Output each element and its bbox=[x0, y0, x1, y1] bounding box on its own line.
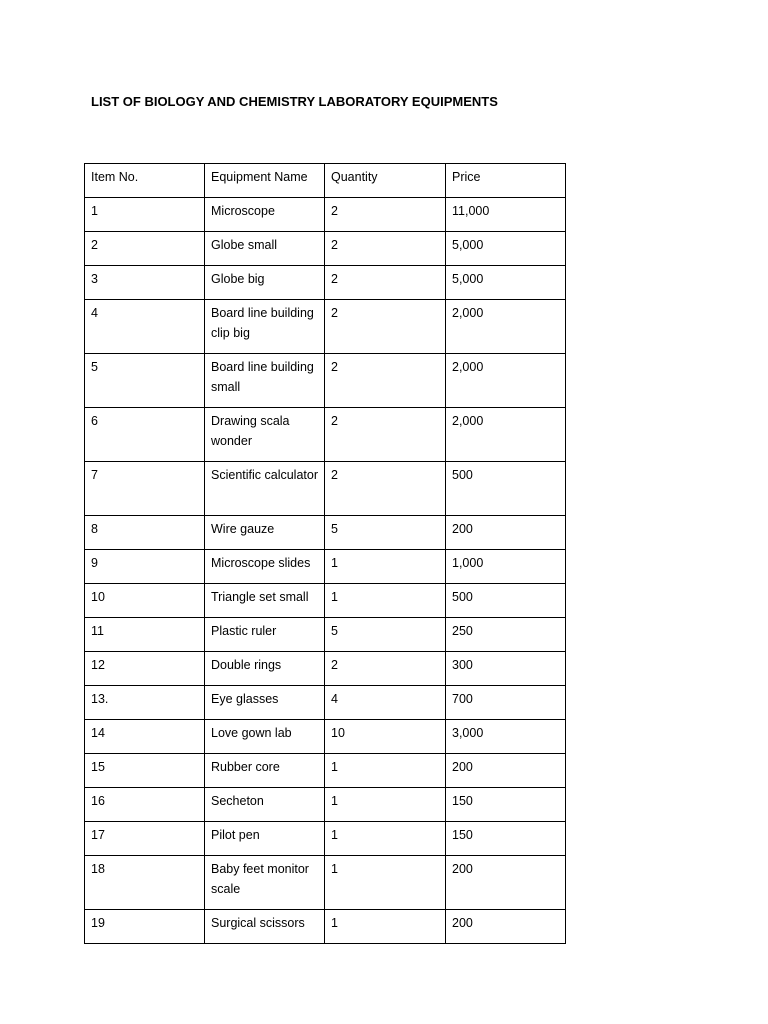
cell-price: 5,000 bbox=[446, 266, 566, 300]
table-row bbox=[85, 232, 566, 266]
table-row bbox=[85, 720, 566, 754]
cell-equipment-name: Microscope slides bbox=[205, 550, 325, 584]
cell-equipment-name: Globe big bbox=[205, 266, 325, 300]
cell-equipment-name: Eye glasses bbox=[205, 686, 325, 720]
cell-price: 150 bbox=[446, 822, 566, 856]
cell-price: 700 bbox=[446, 686, 566, 720]
cell-item-no: 2 bbox=[85, 232, 205, 266]
cell-equipment-name: Board line building small bbox=[205, 354, 325, 408]
table-row bbox=[85, 686, 566, 720]
cell-equipment-name: Drawing scala wonder bbox=[205, 408, 325, 462]
cell-item-no: 16 bbox=[85, 788, 205, 822]
cell-item-no: 10 bbox=[85, 584, 205, 618]
cell-price: 3,000 bbox=[446, 720, 566, 754]
table-row bbox=[85, 910, 566, 944]
table-row bbox=[85, 788, 566, 822]
cell-quantity: 1 bbox=[325, 822, 446, 856]
cell-quantity: 1 bbox=[325, 584, 446, 618]
cell-equipment-name: Secheton bbox=[205, 788, 325, 822]
cell-quantity: 2 bbox=[325, 300, 446, 354]
cell-quantity: 2 bbox=[325, 232, 446, 266]
header-price: Price bbox=[446, 164, 566, 198]
cell-quantity: 2 bbox=[325, 408, 446, 462]
cell-equipment-name: Surgical scissors bbox=[205, 910, 325, 944]
header-quantity: Quantity bbox=[325, 164, 446, 198]
table-row bbox=[85, 822, 566, 856]
cell-price: 5,000 bbox=[446, 232, 566, 266]
cell-price: 200 bbox=[446, 856, 566, 910]
cell-quantity: 1 bbox=[325, 788, 446, 822]
cell-price: 150 bbox=[446, 788, 566, 822]
cell-quantity: 1 bbox=[325, 754, 446, 788]
cell-item-no: 5 bbox=[85, 354, 205, 408]
cell-price: 1,000 bbox=[446, 550, 566, 584]
cell-equipment-name: Baby feet monitor scale bbox=[205, 856, 325, 910]
cell-equipment-name: Globe small bbox=[205, 232, 325, 266]
table-row bbox=[85, 462, 566, 516]
cell-quantity: 5 bbox=[325, 618, 446, 652]
table-row bbox=[85, 618, 566, 652]
cell-equipment-name: Double rings bbox=[205, 652, 325, 686]
cell-price: 300 bbox=[446, 652, 566, 686]
cell-quantity: 2 bbox=[325, 198, 446, 232]
cell-price: 2,000 bbox=[446, 408, 566, 462]
cell-item-no: 3 bbox=[85, 266, 205, 300]
cell-item-no: 6 bbox=[85, 408, 205, 462]
cell-price: 2,000 bbox=[446, 300, 566, 354]
cell-item-no: 14 bbox=[85, 720, 205, 754]
cell-quantity: 1 bbox=[325, 550, 446, 584]
cell-price: 500 bbox=[446, 584, 566, 618]
cell-quantity: 2 bbox=[325, 462, 446, 516]
cell-equipment-name: Wire gauze bbox=[205, 516, 325, 550]
table-row bbox=[85, 300, 566, 354]
table-row bbox=[85, 754, 566, 788]
cell-item-no: 9 bbox=[85, 550, 205, 584]
cell-quantity: 1 bbox=[325, 856, 446, 910]
cell-item-no: 11 bbox=[85, 618, 205, 652]
cell-quantity: 10 bbox=[325, 720, 446, 754]
cell-price: 200 bbox=[446, 516, 566, 550]
cell-item-no: 17 bbox=[85, 822, 205, 856]
cell-equipment-name: Microscope bbox=[205, 198, 325, 232]
cell-price: 500 bbox=[446, 462, 566, 516]
cell-quantity: 2 bbox=[325, 354, 446, 408]
cell-price: 250 bbox=[446, 618, 566, 652]
cell-equipment-name: Scientific calculator bbox=[205, 462, 325, 516]
cell-equipment-name: Triangle set small bbox=[205, 584, 325, 618]
header-equipment-name: Equipment Name bbox=[205, 164, 325, 198]
cell-price: 200 bbox=[446, 754, 566, 788]
table-row bbox=[85, 652, 566, 686]
table-row bbox=[85, 408, 566, 462]
cell-equipment-name: Rubber core bbox=[205, 754, 325, 788]
table-body bbox=[85, 198, 566, 944]
cell-item-no: 19 bbox=[85, 910, 205, 944]
cell-equipment-name: Board line building clip big bbox=[205, 300, 325, 354]
table-row bbox=[85, 198, 566, 232]
cell-price: 2,000 bbox=[446, 354, 566, 408]
cell-quantity: 1 bbox=[325, 910, 446, 944]
cell-item-no: 12 bbox=[85, 652, 205, 686]
cell-quantity: 5 bbox=[325, 516, 446, 550]
header-item-no: Item No. bbox=[85, 164, 205, 198]
cell-quantity: 2 bbox=[325, 652, 446, 686]
cell-quantity: 4 bbox=[325, 686, 446, 720]
table-row bbox=[85, 856, 566, 910]
cell-item-no: 7 bbox=[85, 462, 205, 516]
cell-item-no: 13. bbox=[85, 686, 205, 720]
cell-equipment-name: Love gown lab bbox=[205, 720, 325, 754]
cell-item-no: 1 bbox=[85, 198, 205, 232]
cell-item-no: 15 bbox=[85, 754, 205, 788]
cell-equipment-name: Plastic ruler bbox=[205, 618, 325, 652]
table-row bbox=[85, 516, 566, 550]
table-row bbox=[85, 266, 566, 300]
table-row bbox=[85, 550, 566, 584]
cell-item-no: 8 bbox=[85, 516, 205, 550]
cell-equipment-name: Pilot pen bbox=[205, 822, 325, 856]
equipment-table bbox=[84, 163, 566, 944]
cell-item-no: 4 bbox=[85, 300, 205, 354]
table-row bbox=[85, 584, 566, 618]
cell-price: 11,000 bbox=[446, 198, 566, 232]
cell-item-no: 18 bbox=[85, 856, 205, 910]
table-row bbox=[85, 354, 566, 408]
page-title: LIST OF BIOLOGY AND CHEMISTRY LABORATORY EQUIPMENTS bbox=[91, 94, 498, 109]
cell-price: 200 bbox=[446, 910, 566, 944]
table-header-row bbox=[85, 164, 566, 198]
cell-quantity: 2 bbox=[325, 266, 446, 300]
